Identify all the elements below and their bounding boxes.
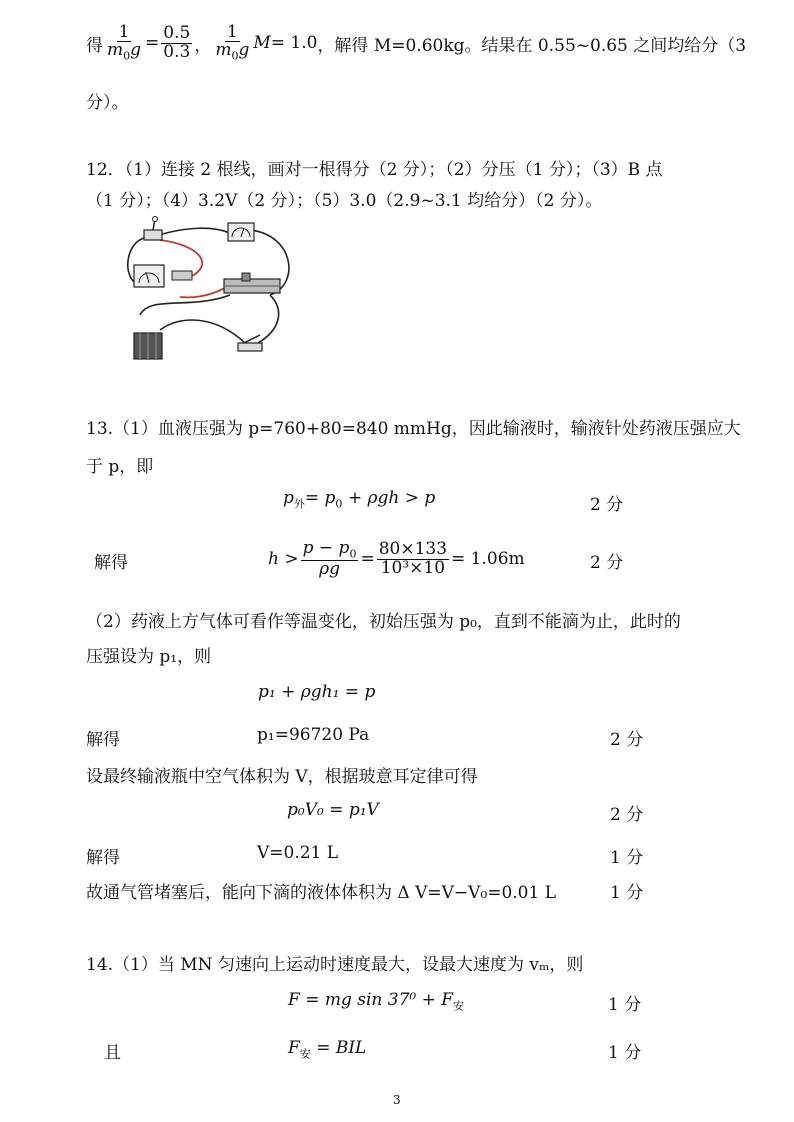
wire-bottom-right	[258, 295, 279, 343]
q14-equation-a-score: 1 分	[608, 995, 642, 1015]
fraction-p-minus-p0-over-rho-g: $\frac{p - p_0}{\rho g}$	[302, 537, 357, 579]
q14-equation-a: F = mg $\sin 37^0 + F_安$	[288, 990, 465, 1013]
q13-solve-label-3: 解得	[86, 848, 120, 868]
q12-line-2: （1 分）；（4）3.2V（2 分）；（5）3.0（2.9~3.1 均给分）（2 分）。	[86, 191, 603, 211]
fraction-1-over-m0g: $\frac{1}{m_0g}$	[107, 21, 142, 63]
circuit-diagram	[120, 215, 305, 370]
switch-top-left	[144, 230, 162, 240]
meter-left	[134, 265, 164, 287]
q13-line-4: 压强设为 p₁，则	[86, 647, 212, 667]
page-number: 3	[393, 1093, 401, 1107]
q13-line-6-score: 1 分	[610, 883, 644, 903]
q11-result-text: ，解得 M=0.60kg。结果在 0.55~0.65 之间均给分（3	[317, 35, 747, 56]
q11-line-1: 得 $\frac{1}{m_0g}$ = $\frac{0.5}{0.3}$ ， $\frac{1}{m_0g}$ M = 1.0 ，解得 M=0.60kg。结果在 0.55~0.65 之间均给分（3	[86, 21, 747, 63]
fraction-numeric: $\frac{80\times 133}{\text{10³×10}}$	[378, 538, 448, 578]
q13-line-3: （2）药液上方气体可看作等温变化，初始压强为 p₀，直到不能滴为止，此时的	[86, 612, 681, 632]
q13-line-6: 故通气管堵塞后，能向下滴的液体体积为 Δ V=V−V₀=0.01 L	[86, 883, 557, 903]
q13-solve-label-1: 解得	[94, 553, 128, 573]
q13-solve-label-2: 解得	[86, 730, 120, 750]
q13-equation-b: h > $\frac{p - p_0}{\rho g}$ = $\frac{80\times 133}{\text{10³×10}}$ = 1.06m	[268, 537, 525, 579]
meter-top	[228, 223, 254, 241]
q13-v-value: V=0.21 L	[257, 843, 339, 863]
q13-equation-b-score: 2 分	[590, 553, 624, 573]
q14-label-and: 且	[104, 1043, 121, 1063]
q14-equation-b-score: 1 分	[608, 1043, 642, 1063]
q13-equation-d: p₀V₀ = p₁V	[287, 800, 379, 820]
q13-p1-score: 2 分	[610, 730, 644, 750]
wire-top	[152, 228, 230, 237]
q14-line-1: 14.（1）当 MN 匀速向上运动时速度最大，设最大速度为 vₘ，则	[86, 955, 584, 975]
switch-bottom	[238, 343, 262, 351]
q13-line-5: 设最终输液瓶中空气体积为 V，根据玻意耳定律可得	[86, 767, 478, 787]
fraction-0.5-over-0.3: $\frac{0.5}{0.3}$	[163, 22, 191, 62]
q11-line-2: 分）。	[86, 93, 129, 113]
q12-line-1: 12．（1）连接 2 根线，画对一根得分（2 分）；（2）分压（1 分）；（3）B 点	[86, 160, 663, 180]
q13-equation-d-score: 2 分	[610, 805, 644, 825]
q13-line-2: 于 p，即	[86, 457, 154, 477]
q13-equation-c: p₁ + ρgh₁ = p	[258, 682, 376, 702]
q13-line-1: 13.（1）血液压强为 p=760+80=840 mmHg，因此输液时，输液针处药液压强应大	[86, 419, 741, 439]
q13-equation-a-score: 2 分	[590, 495, 624, 515]
q13-p1-value: p₁=96720 Pa	[257, 725, 370, 745]
wire-bottom	[160, 320, 245, 343]
fraction-1-over-m0g-second: $\frac{1}{m_0g}$	[215, 21, 250, 63]
q13-equation-a: $p_外= p_0 + \rho gh > p$	[283, 488, 436, 511]
q13-v-score: 1 分	[610, 848, 644, 868]
q14-equation-b: $F_安$ = BIL	[288, 1038, 367, 1061]
small-resistor	[172, 271, 192, 280]
q11-prefix: 得	[86, 35, 103, 56]
